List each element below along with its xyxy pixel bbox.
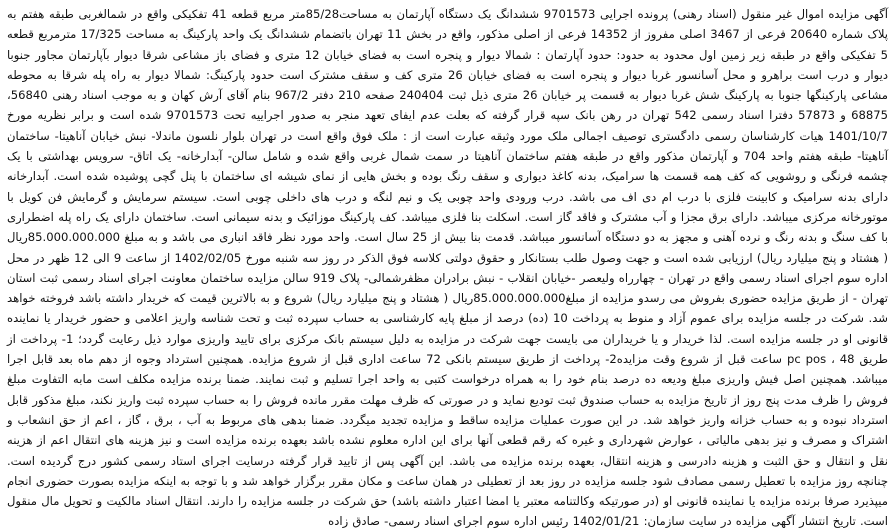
auction-notice-text: آگهی مزایده اموال غیر منقول (اسناد رهنی) پرونده اجرایی 9701573 ششدانگ یک دستگاه آپارتمان به مساحت85/28متر مربع قطعه 41 تفکیکی واقع در شمالغربی طبقه هفتم به پلاک شماره 20640 فرعی از 3467 اصلی مفروز از 14352 فرعی از اصلی مذکور، واقع در بخش 11 تهران باتضمام ششدانگ یک واحد پارکینگ به مساحت 17/325 مترمربع قطعه 5 تفکیکی واقع در طبقه زیر زمین اول محدود به حدود: حدود آپارتمان : شمالا دیوار و پنجره است به فضای خیابان 12 متری و فضای باز مشاعی شرقا دیوار بآپارتمان مجاور جنوبا دیوار و درب است براهرو و محل آسانسور غربا دیوار و پنجره است به فضای خیابان 26 متری کف و سقف مشترک است حدود پارکینگ: شمالا دیوار به راه پله شرقا به محوطه مشاعی پارکینگها جنوبا به پارکینگ شش غربا دیوار به قسمت پر خیابان 26 متری ذیل ثبت 240404 صفحه 210 دفتر 967/2 بنام آقای آرش کهان و به موجب اسناد رهنی 56840، 68875 و 57873 دفترا اسناد رسمی 542 تهران در رهن بانک سپه قرار گرفته که بعلت عدم ایفای تعهد منجر به صدور اجراییه تحت 9701573 شده است و برابر نظریه مورخ 1401/10/7 هیات کارشناسان رسمی دادگستری توصیف اجمالی ملک مورد وثیقه عبارت است از : ملک فوق واقع است در تهران بلوار نلسون ماندلا- نبش خیابان آناهیتا- ساختمان آناهیتا- طبقه هفتم واحد 704 و آپارتمان مذکور واقع در طبقه هفتم ساختمان آناهیتا در سمت شمال غربی واقع شده و شامل سالن- آبدارخانه- یک اتاق- سرویس بهداشتی با یک چشمه فرنگی و روشویی که کف همه قسمت ها سرامیک، بدنه کاغذ دیواری و سقف رنگ بوده و بخش هایی از نمای شیشه ای ساختمان با پنل گچی پوشیده شده است. آبدارخانه دارای بدنه سرامیک و کابینت فلزی با درب ام دی اف می باشد. درب ورودی واحد چوبی یک و نیم لنگه و درب های داخلی چوبی است. سیستم سرمایش و گرمایش فن کویل با موتورخانه مرکزی میباشد. دارای برق مجزا و آب مشترک و فاقد گاز است. اسکلت بنا فلزی میباشد. کف پارکینگ موزائیک و بدنه سیمانی است. ساختمان دارای یک راه پله اضطراری با کف سنگ و بدنه رنگ و نرده آهنی و مجهز به دو دستگاه آسانسور میباشد. قدمت بنا بیش از 25 سال است. واحد مورد نظر فاقد انباری می باشد و به مبلغ 85.000.000.000ریال ( هشتاد و پنج میلیارد ریال) ارزیابی شده است و جهت وصول طلب بستانکار و حقوق دولتی کلاسه فوق الذکر در روز سه شنبه مورخ 1402/02/05 از ساعت 9 الی 12 ظهر در محل اداره سوم اجرای اسناد رسمی واقع در تهران - چهارراه ولیعصر -خیابان انقلاب - نبش برادران مظفرشمالی- پلاک 919 سالن مزایده ساختمان معاونت اجرای اسناد رسمی ثبت استان تهران - از طریق مزایده حضوری بفروش می رسدو مزایده از مبلغ85.000.000.000ریال ( هشتاد و پنج میلیارد ریال) شروع و به بالاترین قیمت که خریدار داشته باشد فروخته خواهد شد. شرکت در جلسه مزایده برای عموم آزاد و منوط به پرداخت 10 (ده) درصد از مبلغ پایه کارشناسی به حساب سپرده ثبت و تحت شناسه واریز اعلامی و حضور خریدار یا نماینده قانونی او در جلسه مزایده است. لذا خریدار و یا خریداران می بایست جهت شرکت در مزایده به دلیل سیستم بانک مرکزی برای تایید واریزی موارد ذیل رعایت گردد؛ 1- پرداخت از طریق pc pos ، 48 ساعت قبل از شروع وقت مزایده2- پرداخت از طریق سیستم بانکی 72 ساعت اداری قبل از شروع مزایده. همچنین استرداد وجوه از دهم ماه بعد قابل اجرا میباشد. همچنین اصل فیش واریزی مبلغ ودیعه ده درصد بنام خود را به همراه درخواست کتبی به واحد اجرا تسلیم و ثبت نمایند. ضمنا برنده مزایده مکلف است مابه التفاوت مبلغ فروش را ظرف مدت پنج روز از تاریخ مزایده به حساب صندوق ثبت تودیع نماید و در صورتی که ظرف مهلت مقرر مانده فروش را به حساب سپرده ثبت واریز نکند، مبلغ مذکور قابل استرداد نبوده و به حساب خزانه واریز خواهد شد. در این صورت عملیات مزایده ساقط و مزایده تجدید میگردد. ضمنا بدهی های مربوط به آب ، برق ، گاز ، اعم از حق انشعاب و اشتراک و مصرف و نیز بدهی مالیاتی ، عوارض شهرداری و غیره که رقم قطعی آنها برای این اداره معلوم نشده باشد بعهده برنده مزایده است و نیز هزینه های انتقال اعم از هزینه نقل و انتقال و حق الثبت و هزینه دادرسی و هزینه انتقال، بعهده برنده مزایده می باشد. این آگهی پس از تایید قرار گرفته درسایت اجرای استاد رسمی کشور درج گردیده است. چنانچه روز مزایده با تعطیل رسمی مصادف شود جلسه مزایده در روز بعد از تعطیلی در همان ساعت و مکان مقرر برگزار خواهد شد و با توجه به اینکه مزایده بصورت حضوری انجام میپذیرد صرفا برنده مزایده یا نماینده قانونی او (در صورتیکه وکالتنامه معتبر یا امضا اعتبار داشته باشد) حق شرکت در جلسه مزایده را دارند. انتقال اسناد مالکیت و تحویل مال منقول است. تاریخ انتشار آگهی مزایده در سایت سازمان: 1402/01/21 رئیس اداره سوم اجرای اسناد رسمی- صادق زاده bbox=[7, 7, 889, 529]
